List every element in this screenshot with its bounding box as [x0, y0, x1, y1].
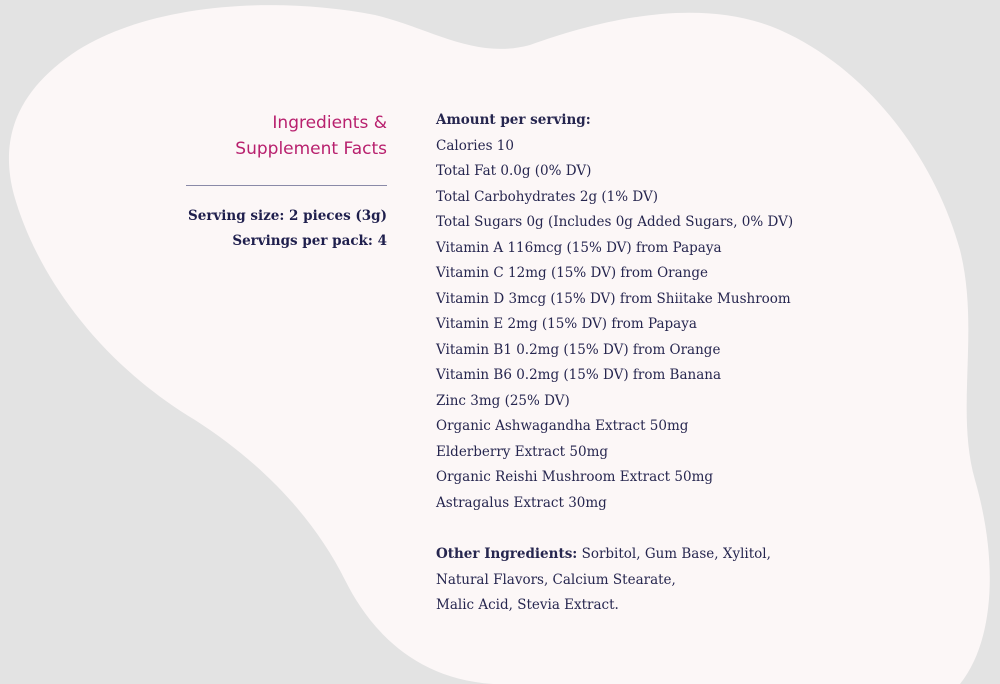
- divider: [186, 185, 387, 186]
- amount-title: Amount per serving:: [436, 112, 591, 128]
- nutrient-list: [436, 134, 856, 517]
- serving-size: Serving size: 2 pieces (3g): [187, 208, 387, 224]
- heading-line-2: Supplement Facts: [235, 139, 387, 159]
- serving-info: [186, 204, 387, 254]
- other-ingredients-label: Other Ingredients:: [436, 546, 578, 562]
- nutrient-item: Vitamin B1 0.2mg (15% DV) from Orange: [436, 341, 721, 358]
- nutrient-item: Organic Reishi Mushroom Extract 50mg: [436, 469, 714, 485]
- nutrient-item: Astragalus Extract 30mg: [436, 494, 607, 511]
- nutrient-item: Vitamin A 116mcg (15% DV) from Papaya: [436, 239, 722, 256]
- nutrient-item: Zinc 3mg (25% DV): [436, 392, 570, 409]
- other-ingredients: [436, 542, 856, 619]
- nutrient-item: Vitamin B6 0.2mg (15% DV) from Banana: [436, 367, 721, 383]
- nutrient-item: Vitamin D 3mcg (15% DV) from Shiitake Mushroom: [436, 290, 791, 307]
- other-ingredients-line-2: Natural Flavors, Calcium Stearate,: [436, 571, 676, 588]
- nutrient-item: Elderberry Extract 50mg: [436, 443, 609, 460]
- other-ingredients-text-1: Sorbitol, Gum Base, Xylitol,: [577, 546, 771, 562]
- nutrient-item: Total Carbohydrates 2g (1% DV): [436, 188, 658, 205]
- nutrient-item: Total Sugars 0g (Includes 0g Added Sugars, 0% DV): [436, 214, 794, 230]
- nutrient-item: Total Fat 0.0g (0% DV): [436, 163, 592, 179]
- nutrient-item: Vitamin C 12mg (15% DV) from Orange: [436, 265, 708, 281]
- nutrient-item: Organic Ashwagandha Extract 50mg: [436, 418, 689, 434]
- nutrition-panel: [436, 108, 856, 619]
- other-ingredients-line-1: [436, 542, 856, 568]
- servings-per-pack: Servings per pack: 4: [232, 233, 387, 249]
- other-ingredients-line-3: Malic Acid, Stevia Extract.: [436, 597, 619, 613]
- facts-panel: [186, 110, 387, 254]
- nutrient-item: Calories 10: [436, 137, 514, 154]
- nutrient-item: Vitamin E 2mg (15% DV) from Papaya: [436, 316, 697, 332]
- heading-line-1: Ingredients &: [272, 113, 387, 133]
